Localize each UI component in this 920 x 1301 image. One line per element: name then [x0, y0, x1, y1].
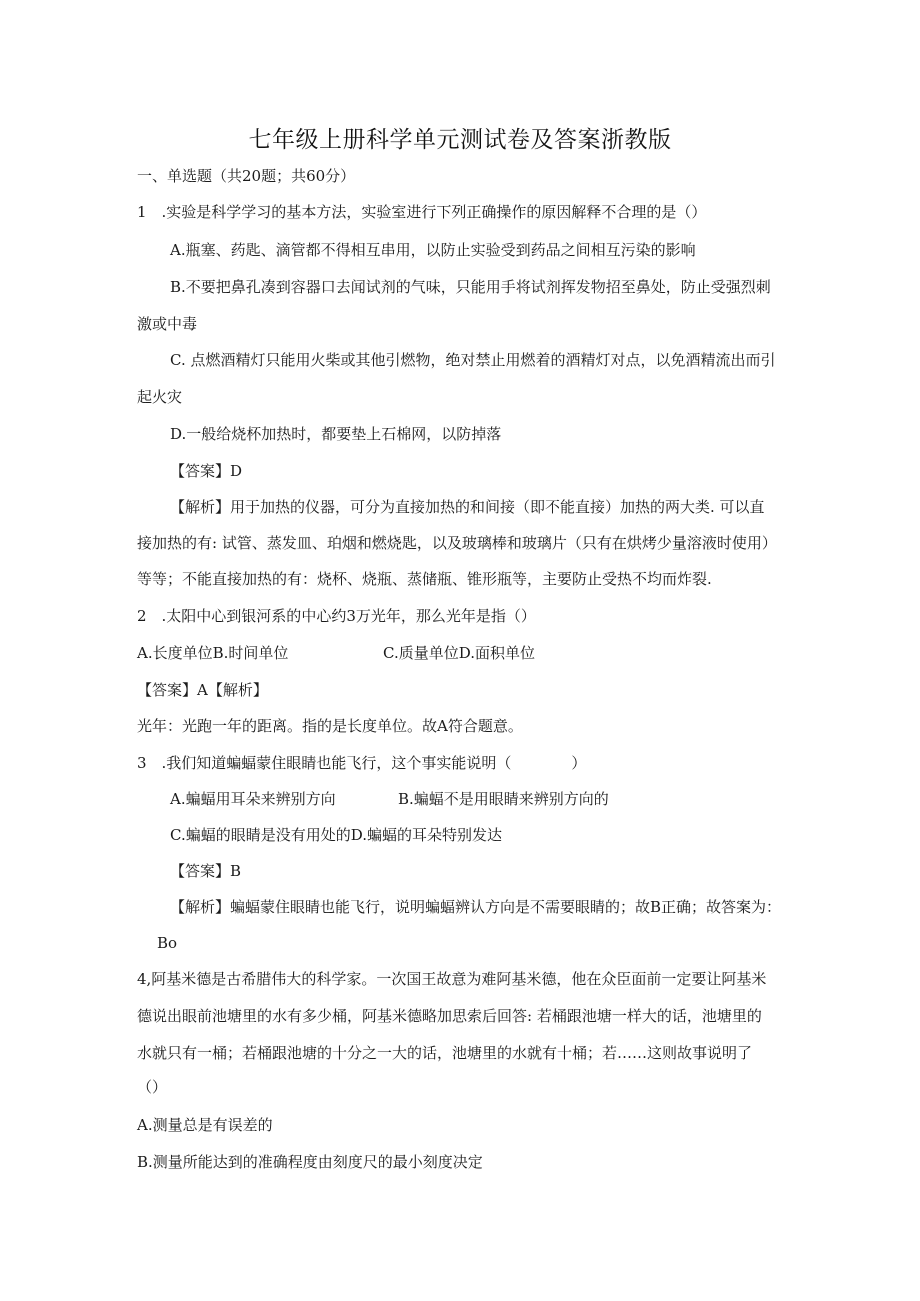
question-1-option-c-line2: 起火灾 — [137, 388, 183, 406]
question-1-option-b-line1: B.不要把鼻孔凑到容器口去闻试剂的气味，只能用手将试剂挥发物招至鼻处，防止受强烈刺 — [170, 278, 771, 296]
question-4-stem-line2: 德说出眼前池塘里的水有多少桶，阿基米德略加思索后回答: 若桶跟池塘一样大的话，池塘里的 — [137, 1007, 762, 1025]
question-3-stem: 3 .我们知道蝙蝠蒙住眼睛也能飞行，这个事实能说明（ ） — [137, 754, 587, 772]
section-heading: 一、单选题（共20题；共60分） — [137, 167, 356, 185]
question-1-analysis-line1: 【解析】用于加热的仪器，可分为直接加热的和间接（即不能直接）加热的两大类. 可以直 — [170, 498, 765, 516]
question-4-stem-line4: （） — [137, 1078, 168, 1096]
document-title: 七年级上册科学单元测试卷及答案浙教版 — [248, 127, 672, 153]
question-4-stem-line3: 水就只有一桶；若桶跟池塘的十分之一大的话，池塘里的水就有十桶；若……这则故事说明了 — [137, 1044, 753, 1062]
question-2-answer: 【答案】A【解析】 — [137, 681, 268, 699]
question-2-analysis: 光年：光跑一年的距离。指的是长度单位。故A符合题意。 — [137, 717, 523, 735]
question-4-stem-line1: 4,阿基米德是古希腊伟大的科学家。一次国王故意为难阿基米德，他在众臣面前一定要让阿基米 — [137, 970, 767, 988]
question-3-option-a: A.蝙蝠用耳朵来辨别方向 — [170, 790, 336, 808]
question-1-analysis-line3: 等等；不能直接加热的有：烧杯、烧瓶、蒸储瓶、锥形瓶等，主要防止受热不均而炸裂. — [137, 570, 712, 588]
question-3-option-b: B.蝙蝠不是用眼睛来辨别方向的 — [398, 790, 609, 808]
question-3-analysis-line2: Bo — [157, 934, 178, 952]
question-1-stem: 1 .实验是科学学习的基本方法，实验室进行下列正确操作的原因解释不合理的是（） — [137, 203, 707, 221]
question-2-options-ab: A.长度单位B.时间单位 — [137, 644, 289, 662]
question-2-options-cd: C.质量单位D.面积单位 — [383, 644, 535, 662]
question-1-option-b-line2: 激或中毒 — [137, 315, 198, 333]
question-3-analysis-line1: 【解析】蝙蝠蒙住眼睛也能飞行，说明蝙蝠辨认方向是不需要眼睛的；故B正确；故答案为： — [170, 898, 782, 916]
question-1-option-a: A.瓶塞、药匙、滴管都不得相互串用，以防止实验受到药品之间相互污染的影响 — [170, 241, 696, 259]
question-1-option-c-line1: C. 点燃酒精灯只能用火柴或其他引燃物，绝对禁止用燃着的酒精灯对点，以免酒精流出而引 — [170, 351, 776, 369]
question-3-answer: 【答案】B — [170, 862, 242, 880]
question-4-option-b: B.测量所能达到的准确程度由刻度尺的最小刻度决定 — [137, 1153, 483, 1171]
question-1-analysis-line2: 接加热的有: 试管、蒸发皿、珀烟和燃烧匙，以及玻璃棒和玻璃片（只有在烘烤少量溶液时使用） — [137, 534, 777, 552]
question-2-stem: 2 .太阳中心到银河系的中心约3万光年，那么光年是指（） — [137, 607, 536, 625]
question-1-option-d: D.一般给烧杯加热时，都要垫上石棉网，以防掉落 — [170, 425, 502, 443]
question-1-answer: 【答案】D — [170, 462, 243, 480]
question-3-options-cd: C.蝙蝠的眼睛是没有用处的D.蝙蝠的耳朵特别发达 — [170, 826, 502, 844]
question-4-option-a: A.测量总是有误差的 — [137, 1116, 273, 1134]
